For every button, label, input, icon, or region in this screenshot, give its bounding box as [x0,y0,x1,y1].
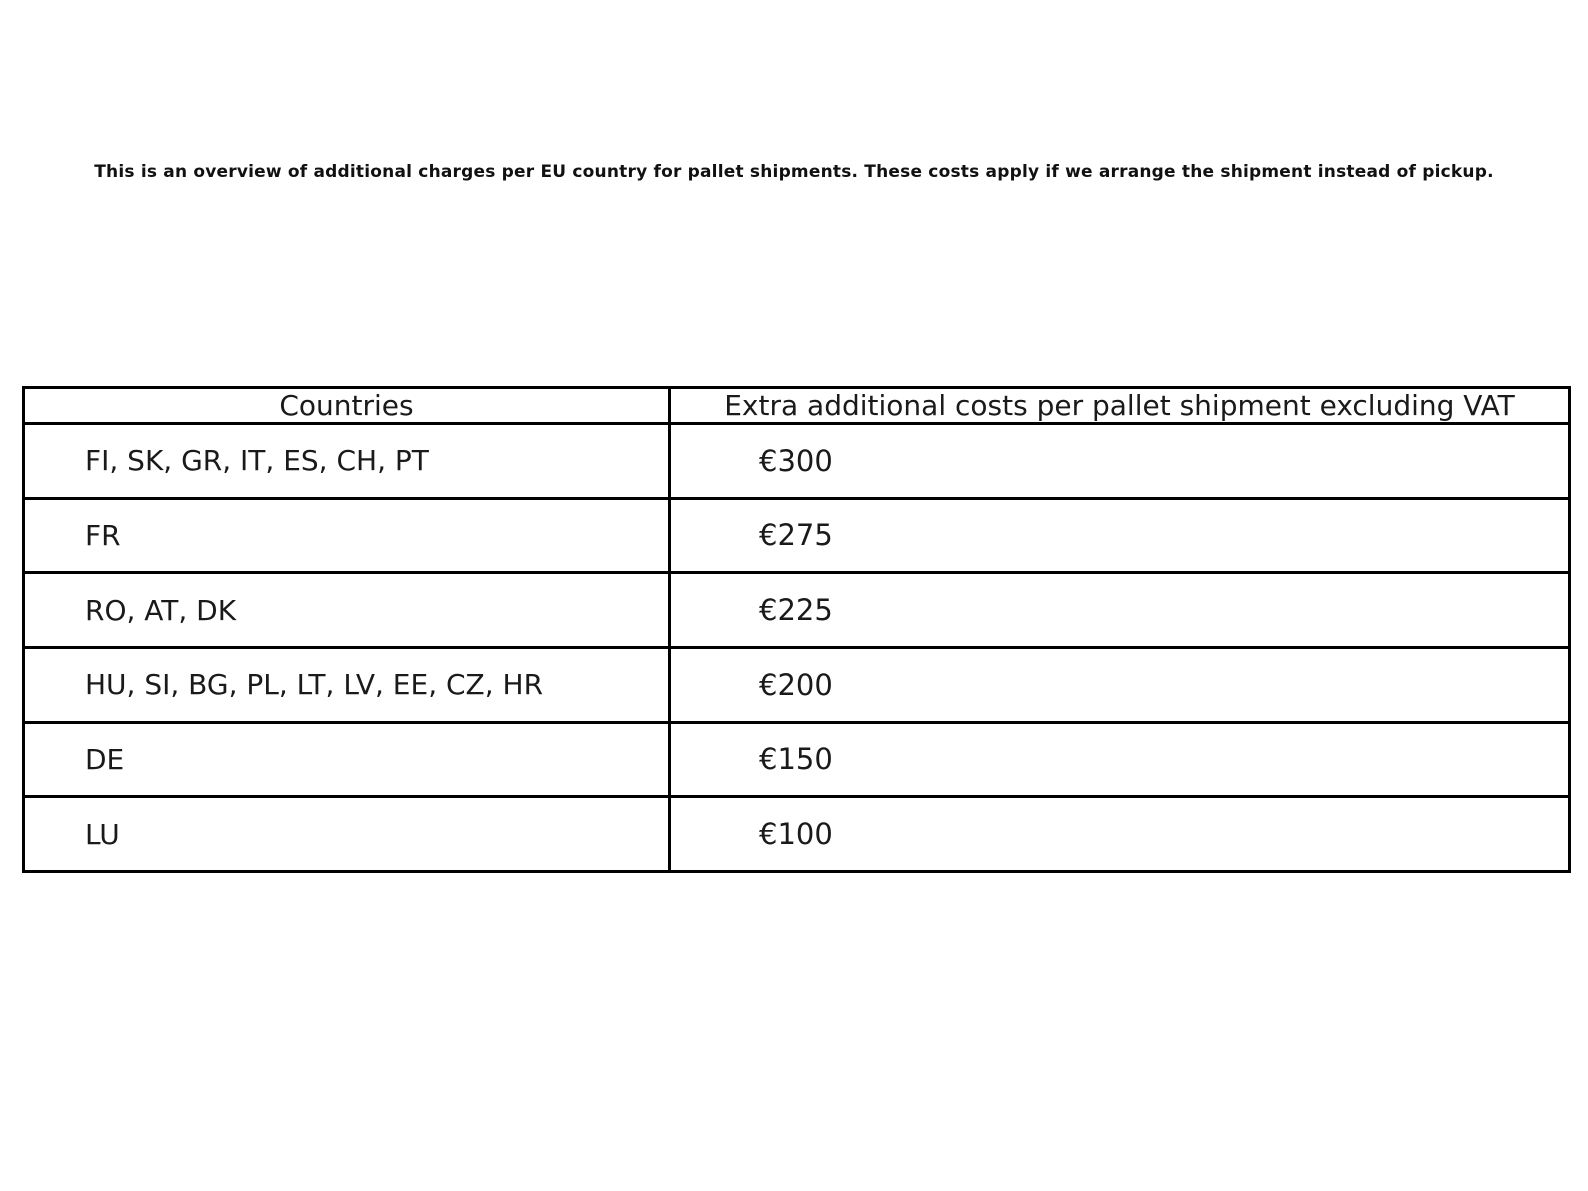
cost-cell: €200 [670,647,1570,722]
table-row [24,722,1570,797]
table-row [24,797,1570,872]
cost-cell: €100 [670,797,1570,872]
intro-text: This is an overview of additional charges per EU country for pallet shipments. These costs apply if we arrange the shipment instead of pickup. [94,162,1494,182]
table-row [24,424,1570,499]
countries-cell: LU [24,797,670,872]
col-header-cost: Extra additional costs per pallet shipment excluding VAT [670,388,1570,424]
cost-cell: €225 [670,573,1570,648]
table-row [24,498,1570,573]
cost-cell: €275 [670,498,1570,573]
cost-cell: €150 [670,722,1570,797]
table-body [24,424,1570,872]
table-row [24,647,1570,722]
countries-cell: HU, SI, BG, PL, LT, LV, EE, CZ, HR [24,647,670,722]
col-header-countries: Countries [24,388,670,424]
cost-cell: €300 [670,424,1570,499]
countries-cell: RO, AT, DK [24,573,670,648]
table-row [24,573,1570,648]
table-header [24,388,1570,424]
countries-cell: FR [24,498,670,573]
countries-cell: FI, SK, GR, IT, ES, CH, PT [24,424,670,499]
charges-table [22,386,1571,873]
header-row [24,388,1570,424]
countries-cell: DE [24,722,670,797]
